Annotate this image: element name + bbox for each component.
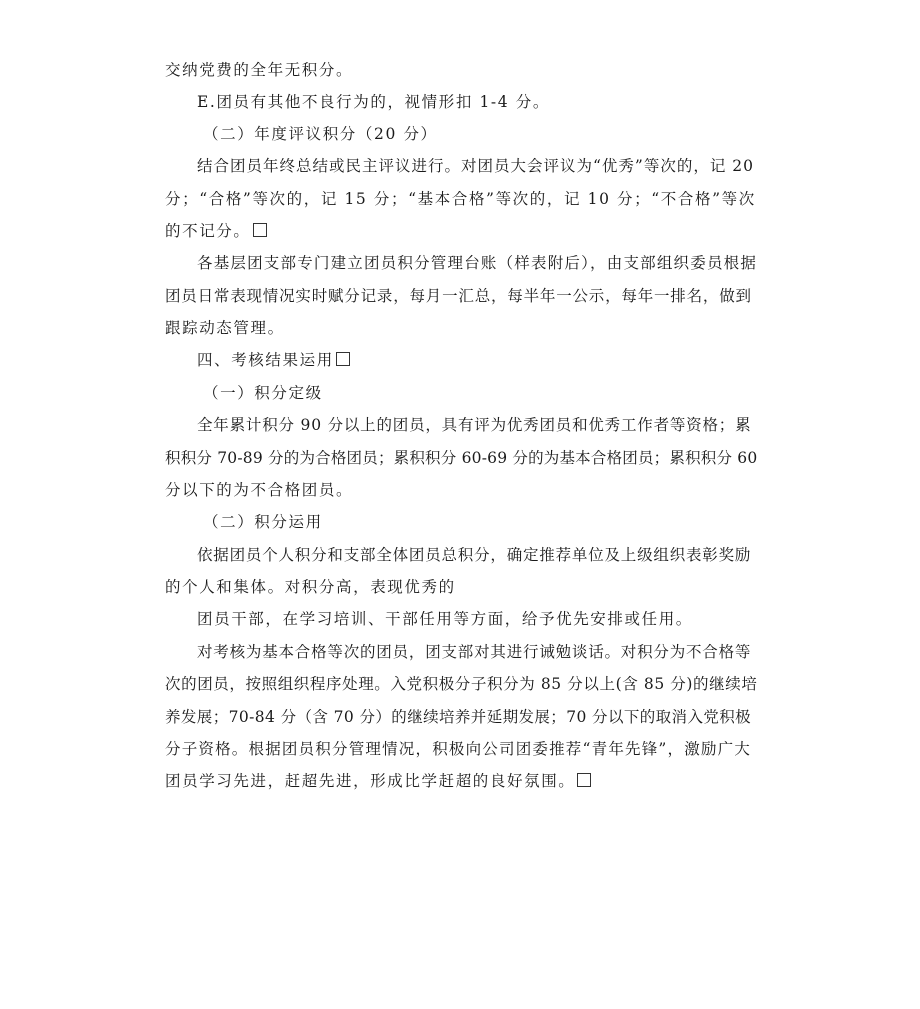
- text-line: 团员学习先进，赶超先进，形成比学赶超的良好氛围。: [165, 771, 591, 791]
- text-line: 的个人和集体。对积分高，表现优秀的: [165, 578, 456, 596]
- text-line: 结合团员年终总结或民主评议进行。对团员大会评议为“优秀”等次的，记 20: [197, 157, 755, 175]
- text-line: 的不记分。: [165, 221, 267, 241]
- placeholder-box-icon: [577, 773, 591, 787]
- section-heading: （二）年度评议积分（20 分）: [203, 125, 438, 143]
- text-line: 积积分 70-89 分的为合格团员；累积积分 60-69 分的为基本合格团员；累积积分 60: [165, 449, 758, 467]
- text-line: 分以下的为不合格团员。: [165, 481, 354, 499]
- text-line: 次的团员，按照组织程序处理。入党积极分子积分为 85 分以上(含 85 分)的继续培: [165, 675, 758, 693]
- placeholder-box-icon: [336, 352, 350, 366]
- text-line: E.团员有其他不良行为的，视情形扣 1-4 分。: [197, 93, 550, 111]
- section-heading: 四、考核结果运用: [197, 350, 350, 370]
- placeholder-box-icon: [253, 223, 267, 237]
- text-line: 交纳党费的全年无积分。: [165, 61, 354, 79]
- text-line: 跟踪动态管理。: [165, 319, 285, 337]
- text-line: 对考核为基本合格等次的团员，团支部对其进行诫勉谈话。对积分为不合格等: [197, 643, 752, 661]
- text-line: 团员日常表现情况实时赋分记录，每月一汇总，每半年一公示，每年一排名，做到: [165, 287, 752, 305]
- text-line: 各基层团支部专门建立团员积分管理台账（样表附后），由支部组织委员根据: [197, 254, 758, 272]
- text-line: 全年累计积分 90 分以上的团员，具有评为优秀团员和优秀工作者等资格；累: [197, 416, 752, 434]
- text-line: 分子资格。根据团员积分管理情况，积极向公司团委推荐“青年先锋”，激励广大: [165, 740, 752, 758]
- text-line: 分；“合格”等次的，记 15 分；“基本合格”等次的，记 10 分；“不合格”等次: [165, 190, 756, 208]
- text-line: 养发展；70-84 分（含 70 分）的继续培养并延期发展；70 分以下的取消入党积极: [165, 708, 752, 726]
- section-heading: （一）积分定级: [203, 384, 323, 402]
- text-line: 团员干部，在学习培训、干部任用等方面，给予优先安排或任用。: [197, 610, 693, 628]
- text-line: 依据团员个人积分和支部全体团员总积分，确定推荐单位及上级组织表彰奖励: [197, 546, 752, 564]
- section-heading: （二）积分运用: [203, 513, 323, 531]
